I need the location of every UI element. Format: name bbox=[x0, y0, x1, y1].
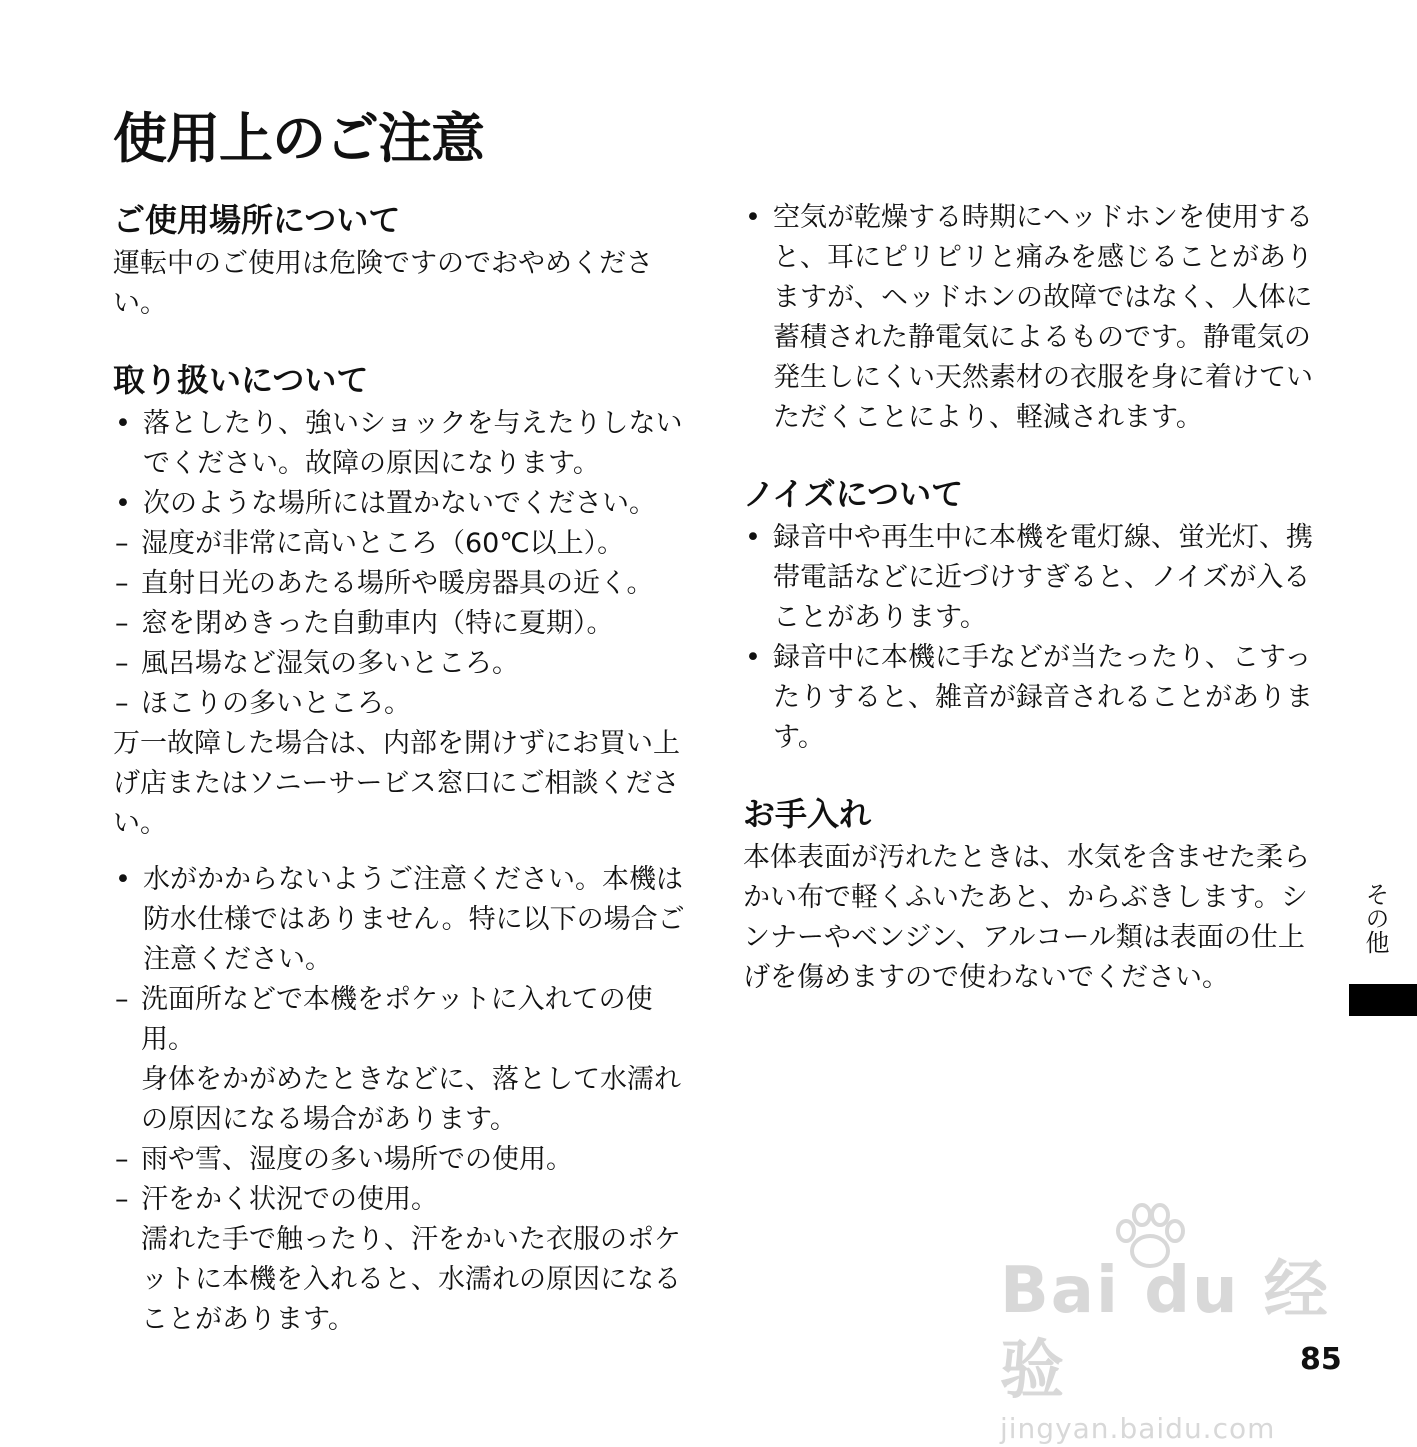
page-title: 使用上のご注意 bbox=[113, 107, 484, 170]
place-item: – 窓を閉めきった自動車内（特に夏期）。 bbox=[113, 604, 688, 644]
water-list bbox=[113, 860, 688, 980]
care-heading: お手入れ bbox=[743, 795, 872, 833]
water-case-text: 洗面所などで本機をポケットに入れての使用。 bbox=[141, 984, 653, 1055]
handling-bullet-places bbox=[113, 484, 688, 524]
side-tab-label: その他 bbox=[1361, 882, 1389, 954]
noise-bullet: • 録音中や再生中に本機を電灯線、蛍光灯、携帯電話などに近づけすぎると、ノイズが入ることがあります。 bbox=[743, 518, 1313, 638]
usage-location-text: 運転中のご使用は危険ですのでおやめください。 bbox=[113, 248, 653, 319]
static-list bbox=[743, 198, 1313, 438]
noise-bullet: • 録音中に本機に手などが当たったり、こすったりすると、雑音が録音されることがあります。 bbox=[743, 638, 1313, 758]
water-case-note: 身体をかがめたときなどに、落として水濡れの原因になる場合があります。 bbox=[141, 1064, 681, 1135]
handling-heading: 取り扱いについて bbox=[113, 361, 369, 399]
left-column bbox=[113, 198, 688, 1374]
places-list bbox=[113, 524, 688, 724]
side-tab-marker bbox=[1349, 984, 1417, 1016]
place-item: – 風呂場など湿気の多いところ。 bbox=[113, 644, 688, 684]
handling-bullet-shock: • 落としたり、強いショックを与えたりしないでください。故障の原因になります。 bbox=[113, 404, 688, 484]
handling-places-intro: 次のような場所には置かないでください。 bbox=[143, 488, 656, 519]
water-section bbox=[113, 860, 688, 1340]
handling-section bbox=[113, 358, 688, 844]
water-case-item bbox=[113, 1180, 688, 1340]
water-case-item bbox=[113, 980, 688, 1140]
place-item: – 直射日光のあたる場所や暖房器具の近く。 bbox=[113, 564, 688, 604]
water-bullet: • 水がかからないようご注意ください。本機は防水仕様ではありません。特に以下の場合ご注意ください。 bbox=[113, 860, 688, 980]
noise-heading: ノイズについて bbox=[743, 475, 964, 513]
baidu-watermark bbox=[1000, 1205, 1340, 1445]
handling-list bbox=[113, 404, 688, 524]
usage-location-heading: ご使用場所について bbox=[113, 201, 401, 239]
watermark-logo: Bai du 经验 bbox=[1000, 1254, 1330, 1408]
static-section bbox=[743, 198, 1313, 438]
noise-list bbox=[743, 518, 1313, 758]
paw-icon bbox=[1110, 1203, 1190, 1273]
care-section bbox=[743, 792, 1313, 998]
page-number: 85 bbox=[1300, 1342, 1342, 1377]
water-case-item: – 雨や雪、湿度の多い場所での使用。 bbox=[113, 1140, 688, 1180]
noise-section bbox=[743, 472, 1313, 758]
static-electricity-bullet: • 空気が乾燥する時期にヘッドホンを使用すると、耳にピリピリと痛みを感じることがありますが、ヘッドホンの故障ではなく、人体に蓄積された静電気によるものです。静電気の発生しにくい天然素材の衣服を身に着けていただくことにより、軽減されます。 bbox=[743, 198, 1313, 438]
place-item: – ほこりの多いところ。 bbox=[113, 684, 688, 724]
watermark-url: jingyan.baidu.com bbox=[1000, 1412, 1276, 1445]
usage-location-section bbox=[113, 198, 688, 324]
water-cases-list bbox=[113, 980, 688, 1340]
water-case-text: 汗をかく状況での使用。 bbox=[141, 1184, 438, 1215]
right-column bbox=[743, 198, 1313, 1032]
care-text: 本体表面が汚れたときは、水気を含ませた柔らかい布で軽くふいたあと、からぶきします。シンナーやベンジン、アルコール類は表面の仕上げを傷めますので使わないでください。 bbox=[743, 842, 1310, 993]
place-item: – 湿度が非常に高いところ（60℃以上）。 bbox=[113, 524, 688, 564]
water-case-note: 濡れた手で触ったり、汗をかいた衣服のポケットに本機を入れると、水濡れの原因になることがあります。 bbox=[141, 1224, 681, 1335]
handling-after-text: 万一故障した場合は、内部を開けずにお買い上げ店またはソニーサービス窓口にご相談ください。 bbox=[113, 728, 680, 839]
